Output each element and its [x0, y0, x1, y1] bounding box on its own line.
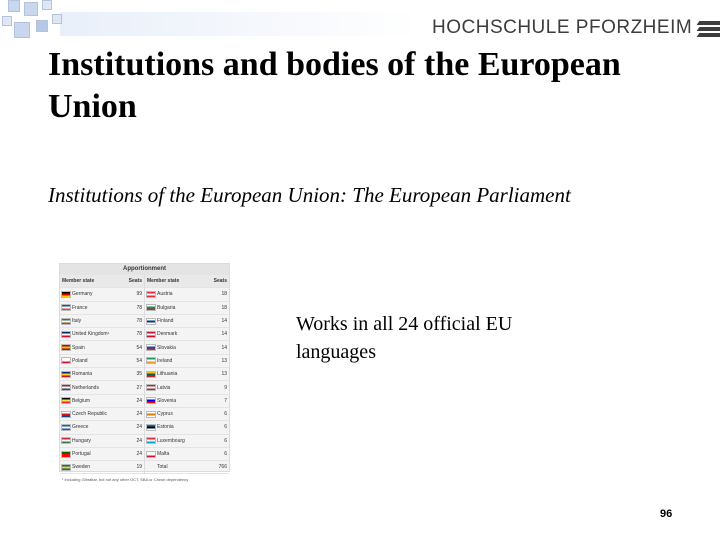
member-state-name: Denmark	[157, 331, 178, 338]
member-state-seats: 35	[136, 371, 142, 378]
table-row	[60, 368, 144, 381]
table-row	[145, 315, 229, 328]
header-seats: Seats	[128, 278, 142, 285]
header-member-state: Member state	[62, 278, 95, 285]
member-state-name: Bulgaria	[157, 304, 176, 311]
member-state-seats: 13	[221, 371, 227, 378]
member-state-name: Austria	[157, 291, 173, 298]
member-state-seats: 18	[221, 304, 227, 311]
table-row	[145, 355, 229, 368]
table-header-row	[145, 275, 229, 288]
member-state-seats: 27	[136, 384, 142, 391]
member-state-seats: 24	[136, 437, 142, 444]
table-row	[145, 381, 229, 394]
member-state-seats: 99	[136, 291, 142, 298]
flag-icon	[147, 292, 155, 297]
member-state-seats: 6	[224, 424, 227, 431]
flag-icon	[147, 412, 155, 417]
member-state-seats: 6	[224, 451, 227, 457]
header-member-state: Member state	[147, 278, 180, 285]
apportionment-caption: Apportionment	[60, 264, 229, 275]
member-state-name: Portugal	[72, 451, 91, 457]
table-row	[60, 341, 144, 354]
flag-icon	[147, 425, 155, 430]
table-row	[60, 328, 144, 341]
member-state-seats: 14	[221, 344, 227, 351]
member-state-name: Netherlands	[72, 384, 99, 391]
table-row	[60, 355, 144, 368]
flag-icon	[147, 332, 155, 337]
table-row	[60, 381, 144, 394]
member-state-seats: 14	[221, 331, 227, 338]
apportionment-column-right	[145, 275, 229, 474]
logo-mark-icon	[698, 18, 720, 38]
flag-icon	[62, 425, 70, 430]
flag-icon	[62, 358, 70, 363]
member-state-seats: 78	[136, 331, 142, 338]
table-row	[145, 302, 229, 315]
member-state-name: Germany	[72, 291, 93, 298]
table-row	[145, 408, 229, 421]
table-row	[60, 435, 144, 448]
header-decoration	[0, 0, 420, 40]
member-state-seats: 9	[224, 384, 227, 391]
member-state-name: Belgium	[72, 397, 91, 404]
member-state-seats: 14	[221, 318, 227, 325]
table-header-row	[60, 275, 144, 288]
apportionment-table-image	[59, 263, 230, 483]
apportionment-column-left	[60, 275, 145, 474]
table-row	[145, 328, 229, 341]
logo-text: HOCHSCHULE PFORZHEIM	[432, 17, 693, 38]
member-state-name: Poland	[72, 357, 88, 364]
table-row	[60, 302, 144, 315]
table-row	[60, 421, 144, 434]
member-state-name: Slovenia	[157, 397, 177, 404]
flag-icon	[62, 465, 70, 470]
flag-icon	[62, 372, 70, 377]
flag-icon	[62, 332, 70, 337]
table-row	[145, 368, 229, 381]
flag-icon	[62, 319, 70, 324]
member-state-seats: 54	[136, 344, 142, 351]
member-state-name: France	[72, 304, 88, 311]
member-state-name: Greece	[72, 424, 89, 431]
table-row	[60, 288, 144, 301]
flag-icon	[62, 292, 70, 297]
member-state-name: Finland	[157, 318, 174, 325]
flag-icon	[147, 358, 155, 363]
member-state-name: Czech Republic	[72, 411, 108, 418]
flag-icon	[147, 465, 155, 470]
flag-icon	[62, 305, 70, 310]
member-state-seats: 18	[221, 291, 227, 298]
table-row	[145, 421, 229, 434]
member-state-seats: 78	[136, 304, 142, 311]
member-state-name: Malta	[157, 451, 170, 457]
flag-icon	[62, 452, 70, 457]
member-state-name: Romania	[72, 371, 93, 378]
table-row	[60, 395, 144, 408]
member-state-seats: 24	[136, 397, 142, 404]
page-number: 96	[660, 508, 673, 520]
flag-icon	[62, 398, 70, 403]
table-row	[60, 315, 144, 328]
member-state-seats: 766	[218, 464, 227, 471]
flag-icon	[147, 438, 155, 443]
flag-icon	[147, 385, 155, 390]
member-state-name: Lithuania	[157, 371, 178, 378]
member-state-seats: 24	[136, 451, 142, 457]
slide-title: Institutions and bodies of the European Union	[48, 46, 621, 125]
table-row	[145, 435, 229, 448]
flag-icon	[62, 385, 70, 390]
member-state-seats: 6	[224, 411, 227, 418]
member-state-name: Slovakia	[157, 344, 176, 351]
member-state-seats: 24	[136, 424, 142, 431]
member-state-seats: 7	[224, 397, 227, 404]
member-state-name: United Kingdom¹	[72, 331, 110, 338]
table-row	[145, 288, 229, 301]
member-state-name: Italy	[72, 318, 82, 325]
flag-icon	[62, 438, 70, 443]
table-row	[60, 448, 144, 461]
flag-icon	[147, 345, 155, 350]
table-row	[145, 461, 229, 474]
flag-icon	[147, 452, 155, 457]
member-state-seats: 24	[136, 411, 142, 418]
member-state-name: Spain	[72, 344, 85, 351]
flag-icon	[147, 305, 155, 310]
table-row	[145, 448, 229, 461]
flag-icon	[62, 412, 70, 417]
university-logo	[432, 14, 720, 42]
member-state-name: Luxembourg	[157, 437, 185, 444]
flag-icon	[147, 319, 155, 324]
table-row	[145, 395, 229, 408]
member-state-name: Latvia	[157, 384, 171, 391]
member-state-seats: 6	[224, 437, 227, 444]
member-state-seats: 78	[136, 318, 142, 325]
member-state-seats: 13	[221, 357, 227, 364]
member-state-seats: 19	[136, 464, 142, 471]
member-state-name: Sweden	[72, 464, 91, 471]
apportionment-footnote: ¹ Including Gibraltar, but not any other OCT, SBA or Crown dependency	[62, 477, 189, 483]
table-row	[60, 461, 144, 474]
languages-text: Works in all 24 official EU languages	[296, 313, 513, 363]
slide-subtitle: Institutions of the European Union: The European Parliament	[48, 183, 571, 207]
member-state-name: Estonia	[157, 424, 174, 431]
header-seats: Seats	[213, 278, 227, 285]
flag-icon	[62, 345, 70, 350]
flag-icon	[147, 372, 155, 377]
flag-icon	[147, 398, 155, 403]
member-state-name: Hungary	[72, 437, 91, 444]
member-state-name: Total	[157, 464, 168, 471]
member-state-seats: 54	[136, 357, 142, 364]
table-row	[60, 408, 144, 421]
member-state-name: Cyprus	[157, 411, 173, 418]
table-row	[145, 341, 229, 354]
member-state-name: Ireland	[157, 357, 173, 364]
